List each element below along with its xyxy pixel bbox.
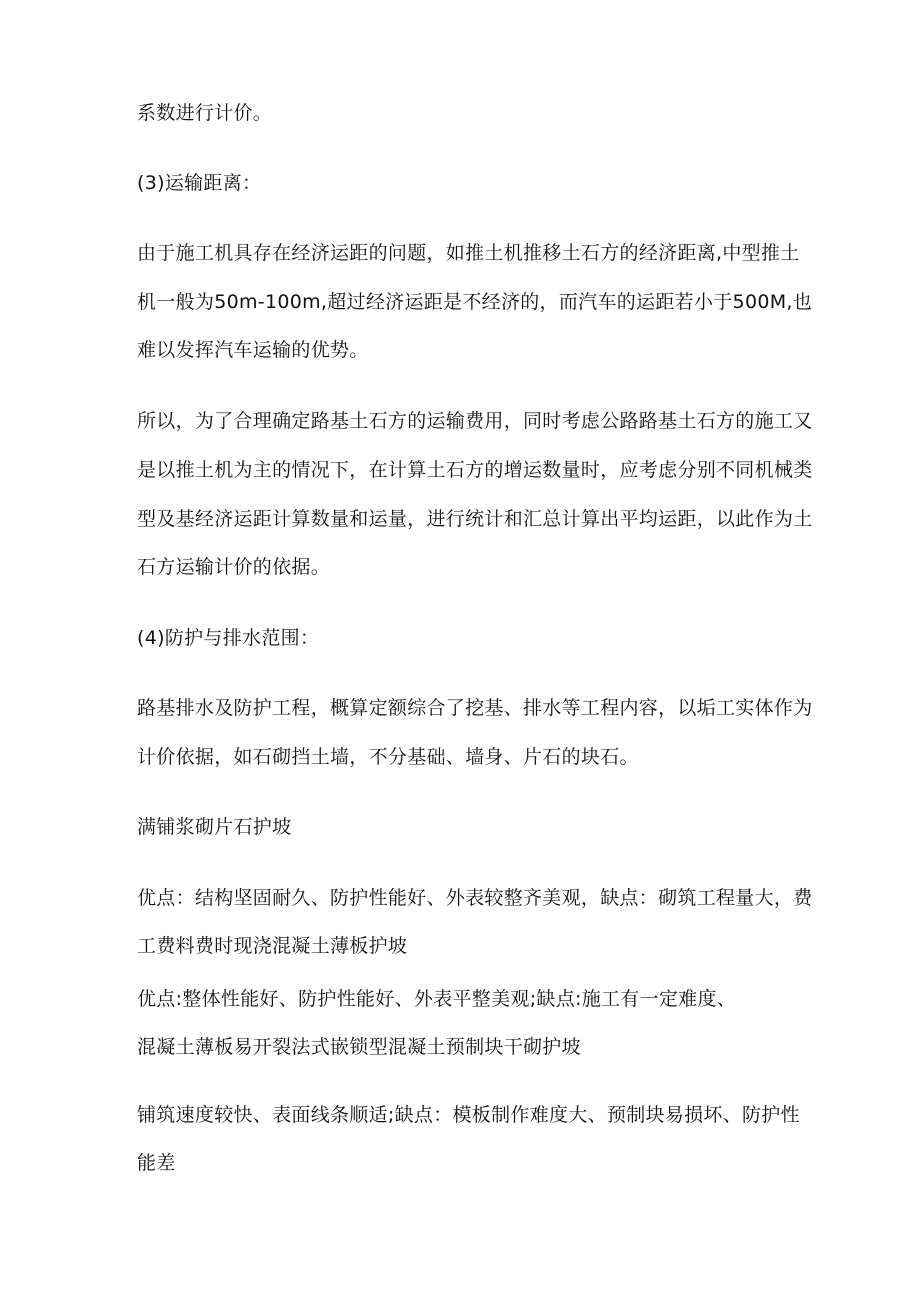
section-heading-transport-distance: (3)运输距离： [137, 172, 262, 194]
text-line: 工费料费时现浇混凝土薄板护坡 [137, 935, 408, 957]
text-line-slope-type: 满铺浆砌片石护坡 [137, 816, 292, 838]
section-heading-protection-drainage: (4)防护与排水范围： [137, 627, 320, 649]
text-line: 优点：结构坚固耐久、防护性能好、外表较整齐美观，缺点：砌筑工程量大，费 [137, 887, 813, 909]
text-line: 优点:整体性能好、防护性能好、外表平整美观;缺点:施工有一定难度、 [137, 988, 737, 1010]
text-line: 机一般为50m-100m,超过经济运距是不经济的，而汽车的运距若小于500M,也 [137, 291, 813, 313]
text-line: 难以发挥汽车运输的优势。 [137, 339, 369, 361]
text-line: 能差 [137, 1152, 176, 1174]
text-line: 所以，为了合理确定路基土石方的运输费用，同时考虑公路路基土石方的施工又 [137, 410, 813, 432]
text-line: 铺筑速度较快、表面线条顺适;缺点：模板制作难度大、预制块易损坏、防护性 [137, 1104, 800, 1126]
text-line: 路基排水及防护工程，概算定额综合了挖基、排水等工程内容，以垢工实体作为 [137, 697, 813, 719]
text-line-continuation: 系数进行计价。 [137, 102, 273, 124]
text-line: 混凝土薄板易开裂法式嵌锁型混凝土预制块干砌护坡 [137, 1036, 581, 1058]
text-line: 石方运输计价的依据。 [137, 556, 331, 578]
text-line: 是以推土机为主的情况下，在计算土石方的增运数量时，应考虑分别不同机械类 [137, 459, 813, 481]
text-line: 由于施工机具存在经济运距的问题，如推土机推移土石方的经济距离,中型推土 [137, 242, 800, 264]
text-line: 计价依据，如石砌挡土墙，不分基础、墙身、片石的块石。 [137, 746, 639, 768]
text-line: 型及基经济运距计算数量和运量，进行统计和汇总计算出平均运距，以此作为土 [137, 508, 813, 530]
